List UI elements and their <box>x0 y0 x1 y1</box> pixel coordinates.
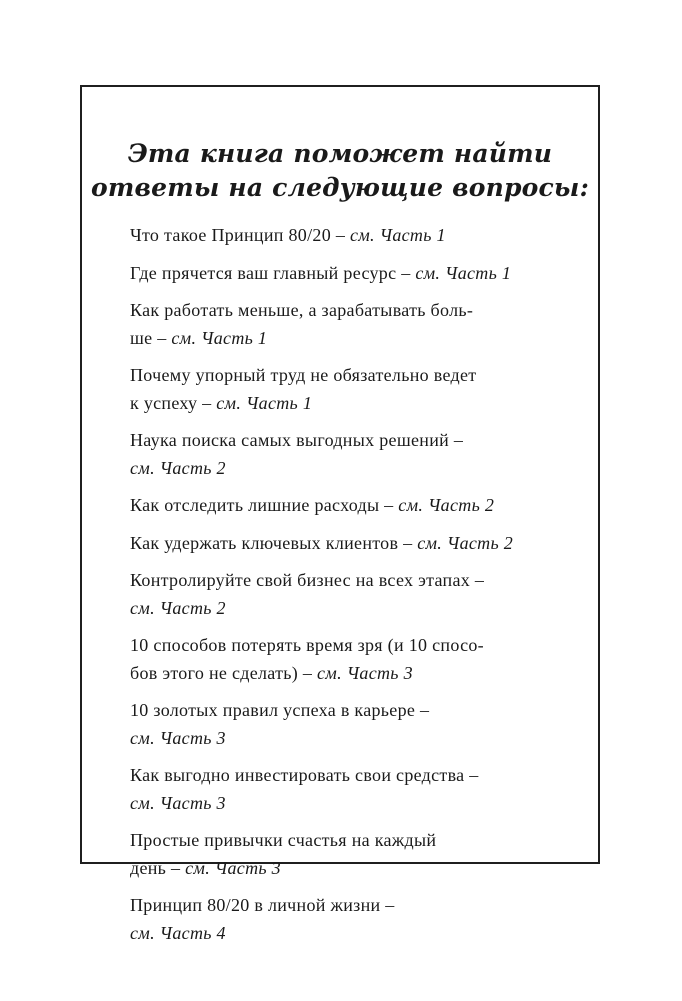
item-text-line: Наука поиска самых выгодных решений <box>130 430 450 450</box>
title-line-1: Эта книга поможет найти <box>127 139 553 168</box>
list-item: Что такое Принцип 80/20 – см. Часть 1 <box>130 225 446 245</box>
list-item: Как выгодно инвестировать свои средства – см. Часть 3 <box>130 765 479 813</box>
item-text-line: Контролируйте свой бизнес на всех этапах <box>130 570 471 590</box>
item-text-line: Где прячется ваш главный ресурс <box>130 262 397 283</box>
list-item: Наука поиска самых выгодных решений – см. Часть 2 <box>130 430 464 478</box>
item-text-line: Как работать меньше, а зарабатывать боль- <box>130 300 474 320</box>
item-text-line: ше <box>130 327 153 348</box>
item-reference: см. Часть 2 <box>130 457 226 478</box>
item-reference: см. Часть 3 <box>317 662 413 683</box>
page-title <box>82 137 598 205</box>
item-reference: см. Часть 1 <box>171 327 268 348</box>
item-reference: см. Часть 1 <box>216 392 313 413</box>
item-reference: см. Часть 2 <box>130 597 226 618</box>
list-item: Как работать меньше, а зарабатывать боль- ше – см. Часть 1 <box>130 300 474 348</box>
item-text-line: к успеху <box>130 392 198 413</box>
item-text-line: день <box>130 857 167 878</box>
item-reference: см. Часть 4 <box>130 922 226 943</box>
item-reference: см. Часть 3 <box>185 857 281 878</box>
list-item: Принцип 80/20 в личной жизни – см. Часть 4 <box>130 895 395 943</box>
item-reference: см. Часть 1 <box>349 225 446 245</box>
item-text-line: 10 золотых правил успеха в карьере <box>130 700 416 720</box>
item-text-line: Как удержать ключевых клиентов <box>130 532 399 553</box>
title-line-2: ответы на следующие вопросы: <box>90 173 590 202</box>
item-text-line: Что такое Принцип 80/20 <box>130 225 332 245</box>
list-item: 10 способов потерять время зря (и 10 спосо- бов этого не сделать) – см. Часть 3 <box>130 635 484 683</box>
item-reference: см. Часть 3 <box>130 792 226 813</box>
item-text-line: Принцип 80/20 в личной жизни <box>130 895 381 915</box>
list-item: Как отследить лишние расходы – см. Часть 2 <box>130 495 495 515</box>
item-text-line: Почему упорный труд не обязательно ведет <box>130 365 477 385</box>
list-item: 10 золотых правил успеха в карьере – см. Часть 3 <box>130 700 430 748</box>
item-text-line: 10 способов потерять время зря (и 10 спосо- <box>130 635 484 655</box>
item-text-line: Простые привычки счастья на каждый <box>130 830 437 850</box>
item-text-line: бов этого не сделать) <box>130 662 299 683</box>
list-item: Контролируйте свой бизнес на всех этапах – см. Часть 2 <box>130 570 485 618</box>
item-reference: см. Часть 3 <box>130 727 226 748</box>
list-item: Простые привычки счастья на каждый день – см. Часть 3 <box>130 830 437 878</box>
list-item: Где прячется ваш главный ресурс – см. Часть 1 <box>130 262 512 283</box>
item-reference: см. Часть 1 <box>415 262 512 283</box>
questions-list <box>130 222 568 957</box>
list-item: Как удержать ключевых клиентов – см. Часть 2 <box>130 532 514 553</box>
book-frame <box>80 85 600 943</box>
item-reference: см. Часть 2 <box>398 495 495 515</box>
item-text-line: Как выгодно инвестировать свои средства <box>130 765 465 785</box>
item-text-line: Как отследить лишние расходы <box>130 495 380 515</box>
list-item: Почему упорный труд не обязательно ведет к успеху – см. Часть 1 <box>130 365 477 413</box>
item-reference: см. Часть 2 <box>417 532 514 553</box>
